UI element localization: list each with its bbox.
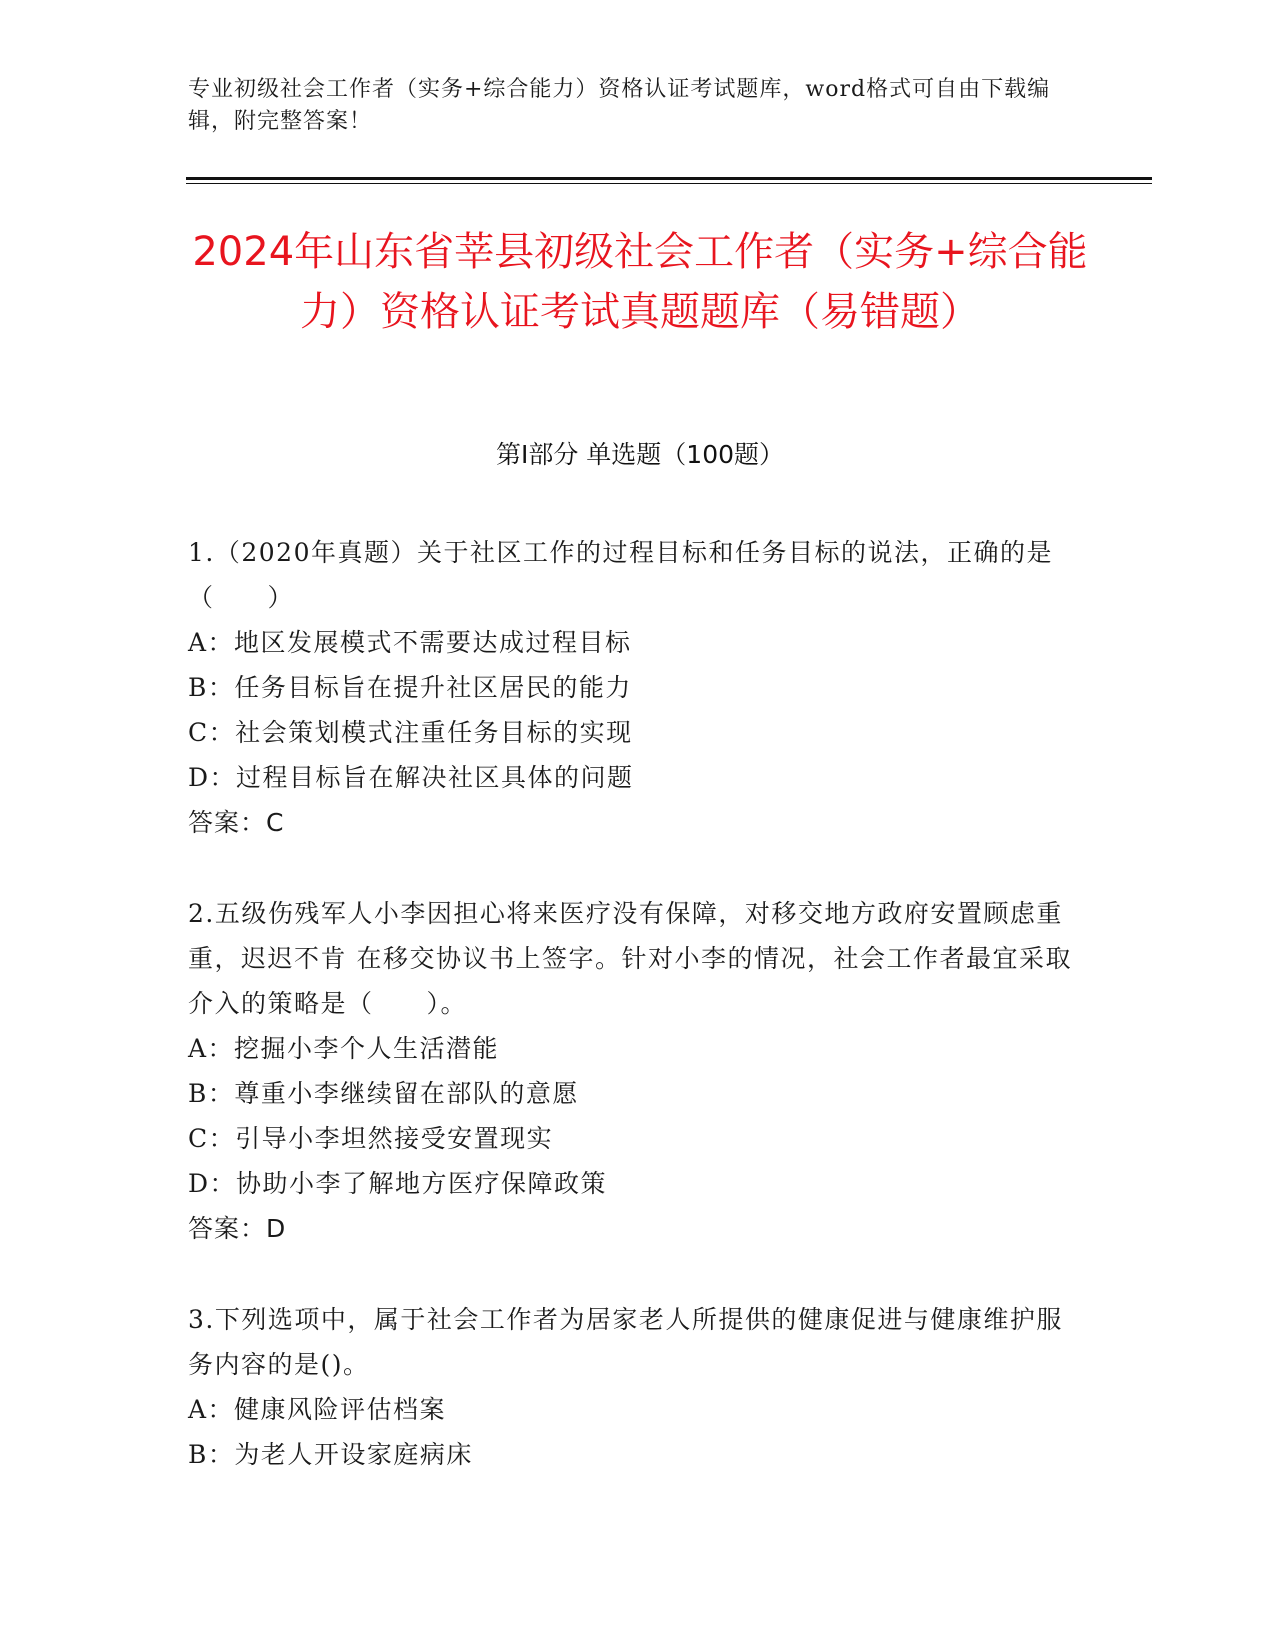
option-b: B：尊重小李继续留在部队的意愿 bbox=[188, 1079, 579, 1108]
question-stem: 1.（2020年真题）关于社区工作的过程目标和任务目标的说法，正确的是（ ） bbox=[188, 538, 1053, 612]
header-divider-thick bbox=[186, 177, 1152, 180]
option-d: D：过程目标旨在解决社区具体的问题 bbox=[188, 763, 634, 792]
answer: 答案：D bbox=[188, 1214, 287, 1243]
option-d: D：协助小李了解地方医疗保障政策 bbox=[188, 1169, 608, 1198]
question-2 bbox=[188, 891, 1088, 1251]
question-stem: 2.五级伤残军人小李因担心将来医疗没有保障，对移交地方政府安置顾虑重重，迟迟不肯 在移交协议书上签字。针对小李的情况，社会工作者最宜采取介入的策略是（ ）。 bbox=[188, 899, 1072, 1018]
question-1 bbox=[188, 530, 1088, 845]
question-stem: 3.下列选项中，属于社会工作者为居家老人所提供的健康促进与健康维护服务内容的是()。 bbox=[188, 1305, 1063, 1379]
section-title: 第Ⅰ部分 单选题（100题） bbox=[495, 440, 785, 469]
answer: 答案：C bbox=[188, 808, 285, 837]
header-divider-thin bbox=[186, 183, 1152, 184]
option-a: A：地区发展模式不需要达成过程目标 bbox=[188, 628, 632, 657]
option-c: C：社会策划模式注重任务目标的实现 bbox=[188, 718, 633, 747]
option-b: B：为老人开设家庭病床 bbox=[188, 1440, 473, 1469]
option-a: A：挖掘小李个人生活潜能 bbox=[188, 1034, 500, 1063]
header-note: 专业初级社会工作者（实务+综合能力）资格认证考试题库，word格式可自由下载编辑，附完整答案！ bbox=[188, 77, 1051, 134]
option-b: B：任务目标旨在提升社区居民的能力 bbox=[188, 673, 632, 702]
question-3 bbox=[188, 1297, 1088, 1477]
question-list bbox=[188, 530, 1088, 1523]
option-a: A：健康风险评估档案 bbox=[188, 1395, 447, 1424]
option-c: C：引导小李坦然接受安置现实 bbox=[188, 1124, 554, 1153]
document-title: 2024年山东省莘县初级社会工作者（实务+综合能力）资格认证考试真题题库（易错题） bbox=[192, 229, 1088, 335]
